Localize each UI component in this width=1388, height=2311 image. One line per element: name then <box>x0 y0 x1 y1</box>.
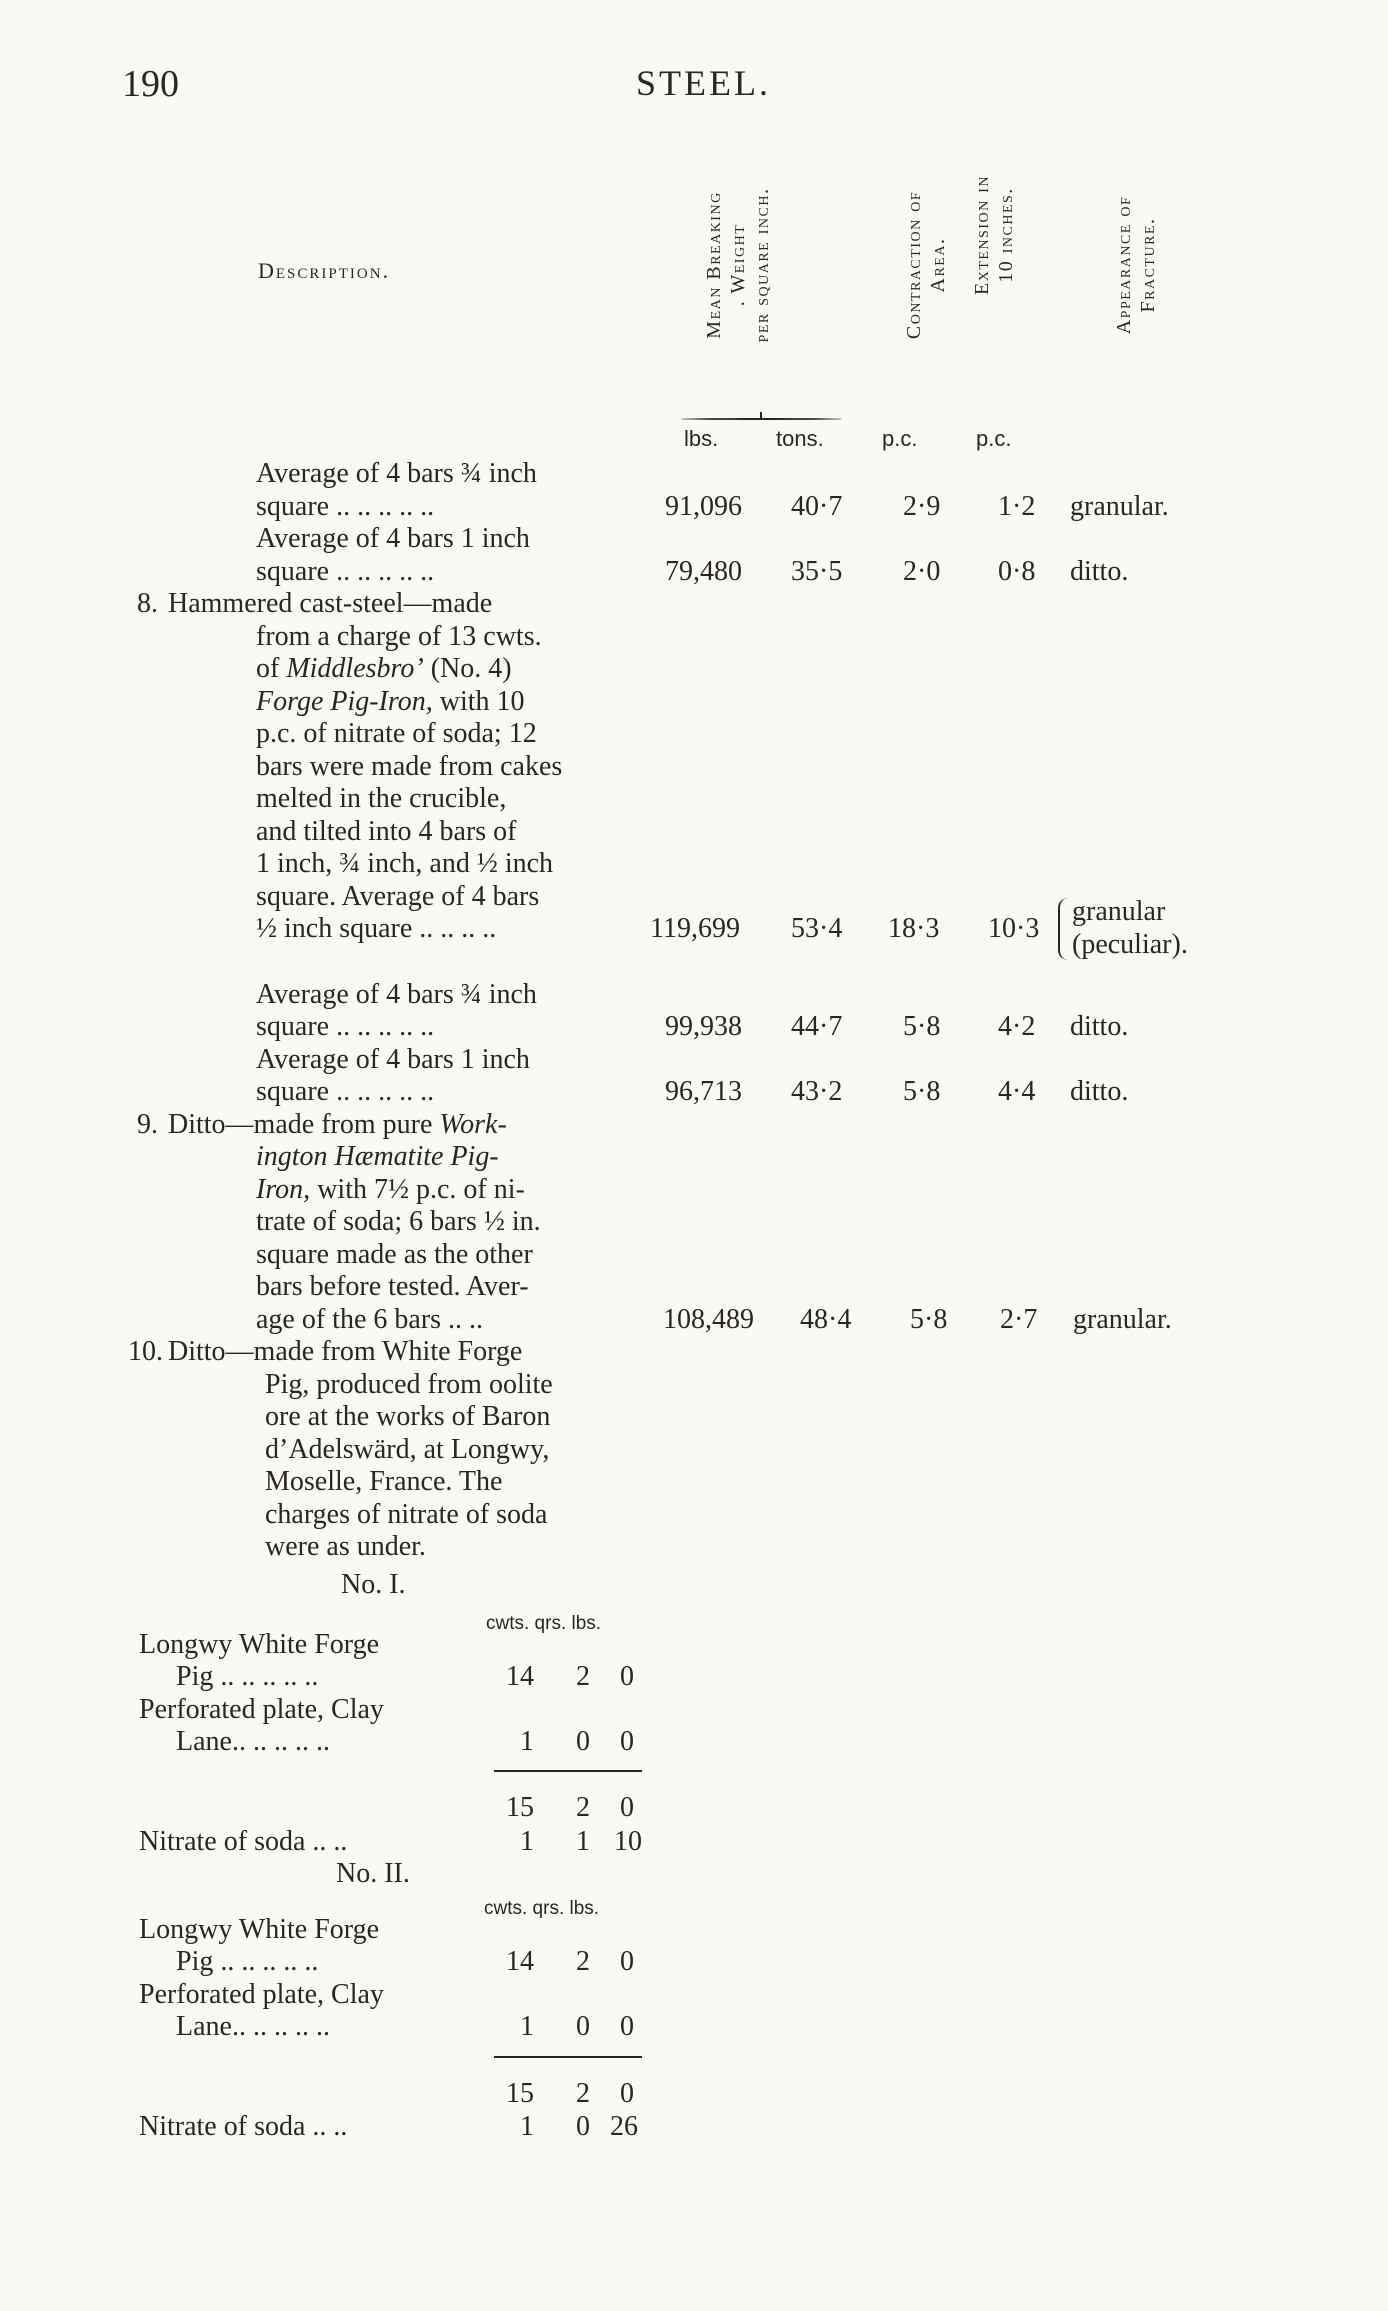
item9-line5: square made as the other <box>256 1239 533 1270</box>
charge2-item2-line2: Lane.. .. .. .. .. <box>176 2011 330 2042</box>
row2-fracture: ditto. <box>1070 556 1129 587</box>
running-head: STEEL. <box>636 63 771 103</box>
charge2-item1-cwts: 14 <box>506 1946 534 1977</box>
row4-contraction: 5·8 <box>903 1011 941 1042</box>
row4-fracture: ditto. <box>1070 1011 1129 1042</box>
row4-desc-line2: square .. .. .. .. .. <box>256 1011 435 1042</box>
item8-line4: Forge Pig-Iron, with 10 <box>256 686 525 717</box>
row4-extension: 4·2 <box>998 1011 1036 1042</box>
charge1-item1-lbs: 0 <box>620 1661 634 1692</box>
charge1-nitrate-cwts: 1 <box>520 1826 534 1857</box>
charge1-item2-cwts: 1 <box>520 1726 534 1757</box>
charge1-nitrate-label: Nitrate of soda .. .. <box>139 1826 348 1857</box>
unit-tons: tons. <box>776 426 824 451</box>
charge2-item1-qrs: 2 <box>576 1946 590 1977</box>
charge2-item2-line1: Perforated plate, Clay <box>139 1979 384 2010</box>
item10-line7: were as under. <box>265 1531 426 1562</box>
row3-extension: 10·3 <box>988 913 1040 944</box>
item9-line3: Iron, with 7½ p.c. of ni- <box>256 1174 525 1205</box>
charge2-item2-cwts: 1 <box>520 2011 534 2042</box>
charge2-title: No. II. <box>336 1858 410 1889</box>
page-number: 190 <box>122 63 179 105</box>
unit-pc-contraction: p.c. <box>882 426 918 451</box>
charge1-total-lbs: 0 <box>620 1792 634 1823</box>
row5-contraction: 5·8 <box>903 1076 941 1107</box>
charge2-units: cwts. qrs. lbs. <box>484 1898 600 1919</box>
charge1-item2-qrs: 0 <box>576 1726 590 1757</box>
charge1-units: cwts. qrs. lbs. <box>486 1613 602 1634</box>
charge1-item1-qrs: 2 <box>576 1661 590 1692</box>
charge2-nitrate-label: Nitrate of soda .. .. <box>139 2111 348 2142</box>
charge1-sum-rule <box>494 1770 642 1772</box>
item9-line2: ington Hæmatite Pig- <box>256 1141 499 1172</box>
item10-line4: d’Adelswärd, at Longwy, <box>265 1434 550 1465</box>
item8-line2: from a charge of 13 cwts. <box>256 621 542 652</box>
fracture-header: Appearance of Fracture. <box>1113 195 1159 335</box>
breaking-weight-header: Mean Breaking . Weight per square inch. <box>703 187 773 343</box>
item8-line9: 1 inch, ¾ inch, and ½ inch <box>256 848 554 879</box>
charge1-nitrate-lbs: 10 <box>614 1826 642 1857</box>
fracture-brace <box>1058 898 1070 960</box>
charge2-nitrate-qrs: 0 <box>576 2111 590 2142</box>
item10-line1: Ditto—made from White Forge <box>168 1336 523 1367</box>
charge2-item2-lbs: 0 <box>620 2011 634 2042</box>
charge1-item1-line2: Pig .. .. .. .. .. <box>176 1661 319 1692</box>
charge2-item1-line2: Pig .. .. .. .. .. <box>176 1946 319 1977</box>
row1-desc-line1: Average of 4 bars ¾ inch <box>256 458 537 489</box>
row6-extension: 2·7 <box>1000 1304 1038 1335</box>
header-brace-tick <box>760 412 762 420</box>
charge2-item2-qrs: 0 <box>576 2011 590 2042</box>
charge2-total-cwts: 15 <box>506 2078 534 2109</box>
row3-lbs: 119,699 <box>650 913 740 944</box>
row6-lbs: 108,489 <box>663 1304 754 1335</box>
item9-line7: age of the 6 bars .. .. <box>256 1304 484 1335</box>
item10-line3: ore at the works of Baron <box>265 1401 551 1432</box>
row4-tons: 44·7 <box>791 1011 843 1042</box>
charge1-nitrate-qrs: 1 <box>576 1826 590 1857</box>
row6-fracture: granular. <box>1073 1304 1172 1335</box>
item10-line6: charges of nitrate of soda <box>265 1499 548 1530</box>
row2-lbs: 79,480 <box>665 556 742 587</box>
unit-lbs: lbs. <box>684 426 719 451</box>
row6-tons: 48·4 <box>800 1304 852 1335</box>
charge2-item1-lbs: 0 <box>620 1946 634 1977</box>
item9-line1: Ditto—made from pure Work- <box>168 1109 507 1140</box>
item8-line7: melted in the crucible, <box>256 783 507 814</box>
row5-desc-line2: square .. .. .. .. .. <box>256 1076 435 1107</box>
row2-tons: 35·5 <box>791 556 843 587</box>
description-header: Description. <box>258 258 391 283</box>
charge2-sum-rule <box>494 2056 642 2058</box>
row1-extension: 1·2 <box>998 491 1036 522</box>
charge1-item1-cwts: 14 <box>506 1661 534 1692</box>
item8-line1: Hammered cast-steel—made <box>168 588 493 619</box>
charge2-nitrate-lbs: 26 <box>610 2111 638 2142</box>
charge2-nitrate-cwts: 1 <box>520 2111 534 2142</box>
extension-header: Extension in 10 inches. <box>971 175 1017 295</box>
item8-line10: square. Average of 4 bars <box>256 881 540 912</box>
row3-fracture-line1: granular <box>1072 896 1166 927</box>
charge1-item2-line1: Perforated plate, Clay <box>139 1694 384 1725</box>
item8-line8: and tilted into 4 bars of <box>256 816 517 847</box>
row1-contraction: 2·9 <box>903 491 941 522</box>
charge2-item1-line1: Longwy White Forge <box>139 1914 380 1945</box>
item10-line2: Pig, produced from oolite <box>265 1369 553 1400</box>
row3-contraction: 18·3 <box>888 913 940 944</box>
row2-contraction: 2·0 <box>903 556 941 587</box>
row1-desc-line2: square .. .. .. .. .. <box>256 491 435 522</box>
row4-desc-line1: Average of 4 bars ¾ inch <box>256 979 537 1010</box>
row1-tons: 40·7 <box>791 491 843 522</box>
row3-tons: 53·4 <box>791 913 843 944</box>
charge2-total-lbs: 0 <box>620 2078 634 2109</box>
row6-contraction: 5·8 <box>910 1304 948 1335</box>
charge1-title: No. I. <box>341 1569 406 1600</box>
item9-line6: bars before tested. Aver- <box>256 1271 529 1302</box>
charge1-item2-line2: Lane.. .. .. .. .. <box>176 1726 330 1757</box>
charge2-total-qrs: 2 <box>576 2078 590 2109</box>
item8-line3: of Middlesbro’ (No. 4) <box>256 653 512 684</box>
row2-extension: 0·8 <box>998 556 1036 587</box>
contraction-header: Contraction of Area. <box>903 190 949 340</box>
row1-fracture: granular. <box>1070 491 1169 522</box>
item8-line11: ½ inch square .. .. .. .. <box>256 913 497 944</box>
charge1-item1-line1: Longwy White Forge <box>139 1629 380 1660</box>
row4-lbs: 99,938 <box>665 1011 742 1042</box>
item10-number: 10. <box>128 1336 163 1367</box>
unit-pc-extension: p.c. <box>976 426 1012 451</box>
item10-line5: Moselle, France. The <box>265 1466 503 1497</box>
row5-lbs: 96,713 <box>665 1076 742 1107</box>
row2-desc-line1: Average of 4 bars 1 inch <box>256 523 530 554</box>
item8-number: 8. <box>137 588 158 619</box>
row5-fracture: ditto. <box>1070 1076 1129 1107</box>
item8-line5: p.c. of nitrate of soda; 12 <box>256 718 537 749</box>
item9-line4: trate of soda; 6 bars ½ in. <box>256 1206 541 1237</box>
row5-extension: 4·4 <box>998 1076 1036 1107</box>
charge1-item2-lbs: 0 <box>620 1726 634 1757</box>
charge1-total-qrs: 2 <box>576 1792 590 1823</box>
item9-number: 9. <box>137 1109 158 1140</box>
row1-lbs: 91,096 <box>665 491 742 522</box>
item8-line6: bars were made from cakes <box>256 751 563 782</box>
row5-tons: 43·2 <box>791 1076 843 1107</box>
row3-fracture-line2: (peculiar). <box>1072 929 1188 960</box>
row5-desc-line1: Average of 4 bars 1 inch <box>256 1044 530 1075</box>
charge1-total-cwts: 15 <box>506 1792 534 1823</box>
row2-desc-line2: square .. .. .. .. .. <box>256 556 435 587</box>
